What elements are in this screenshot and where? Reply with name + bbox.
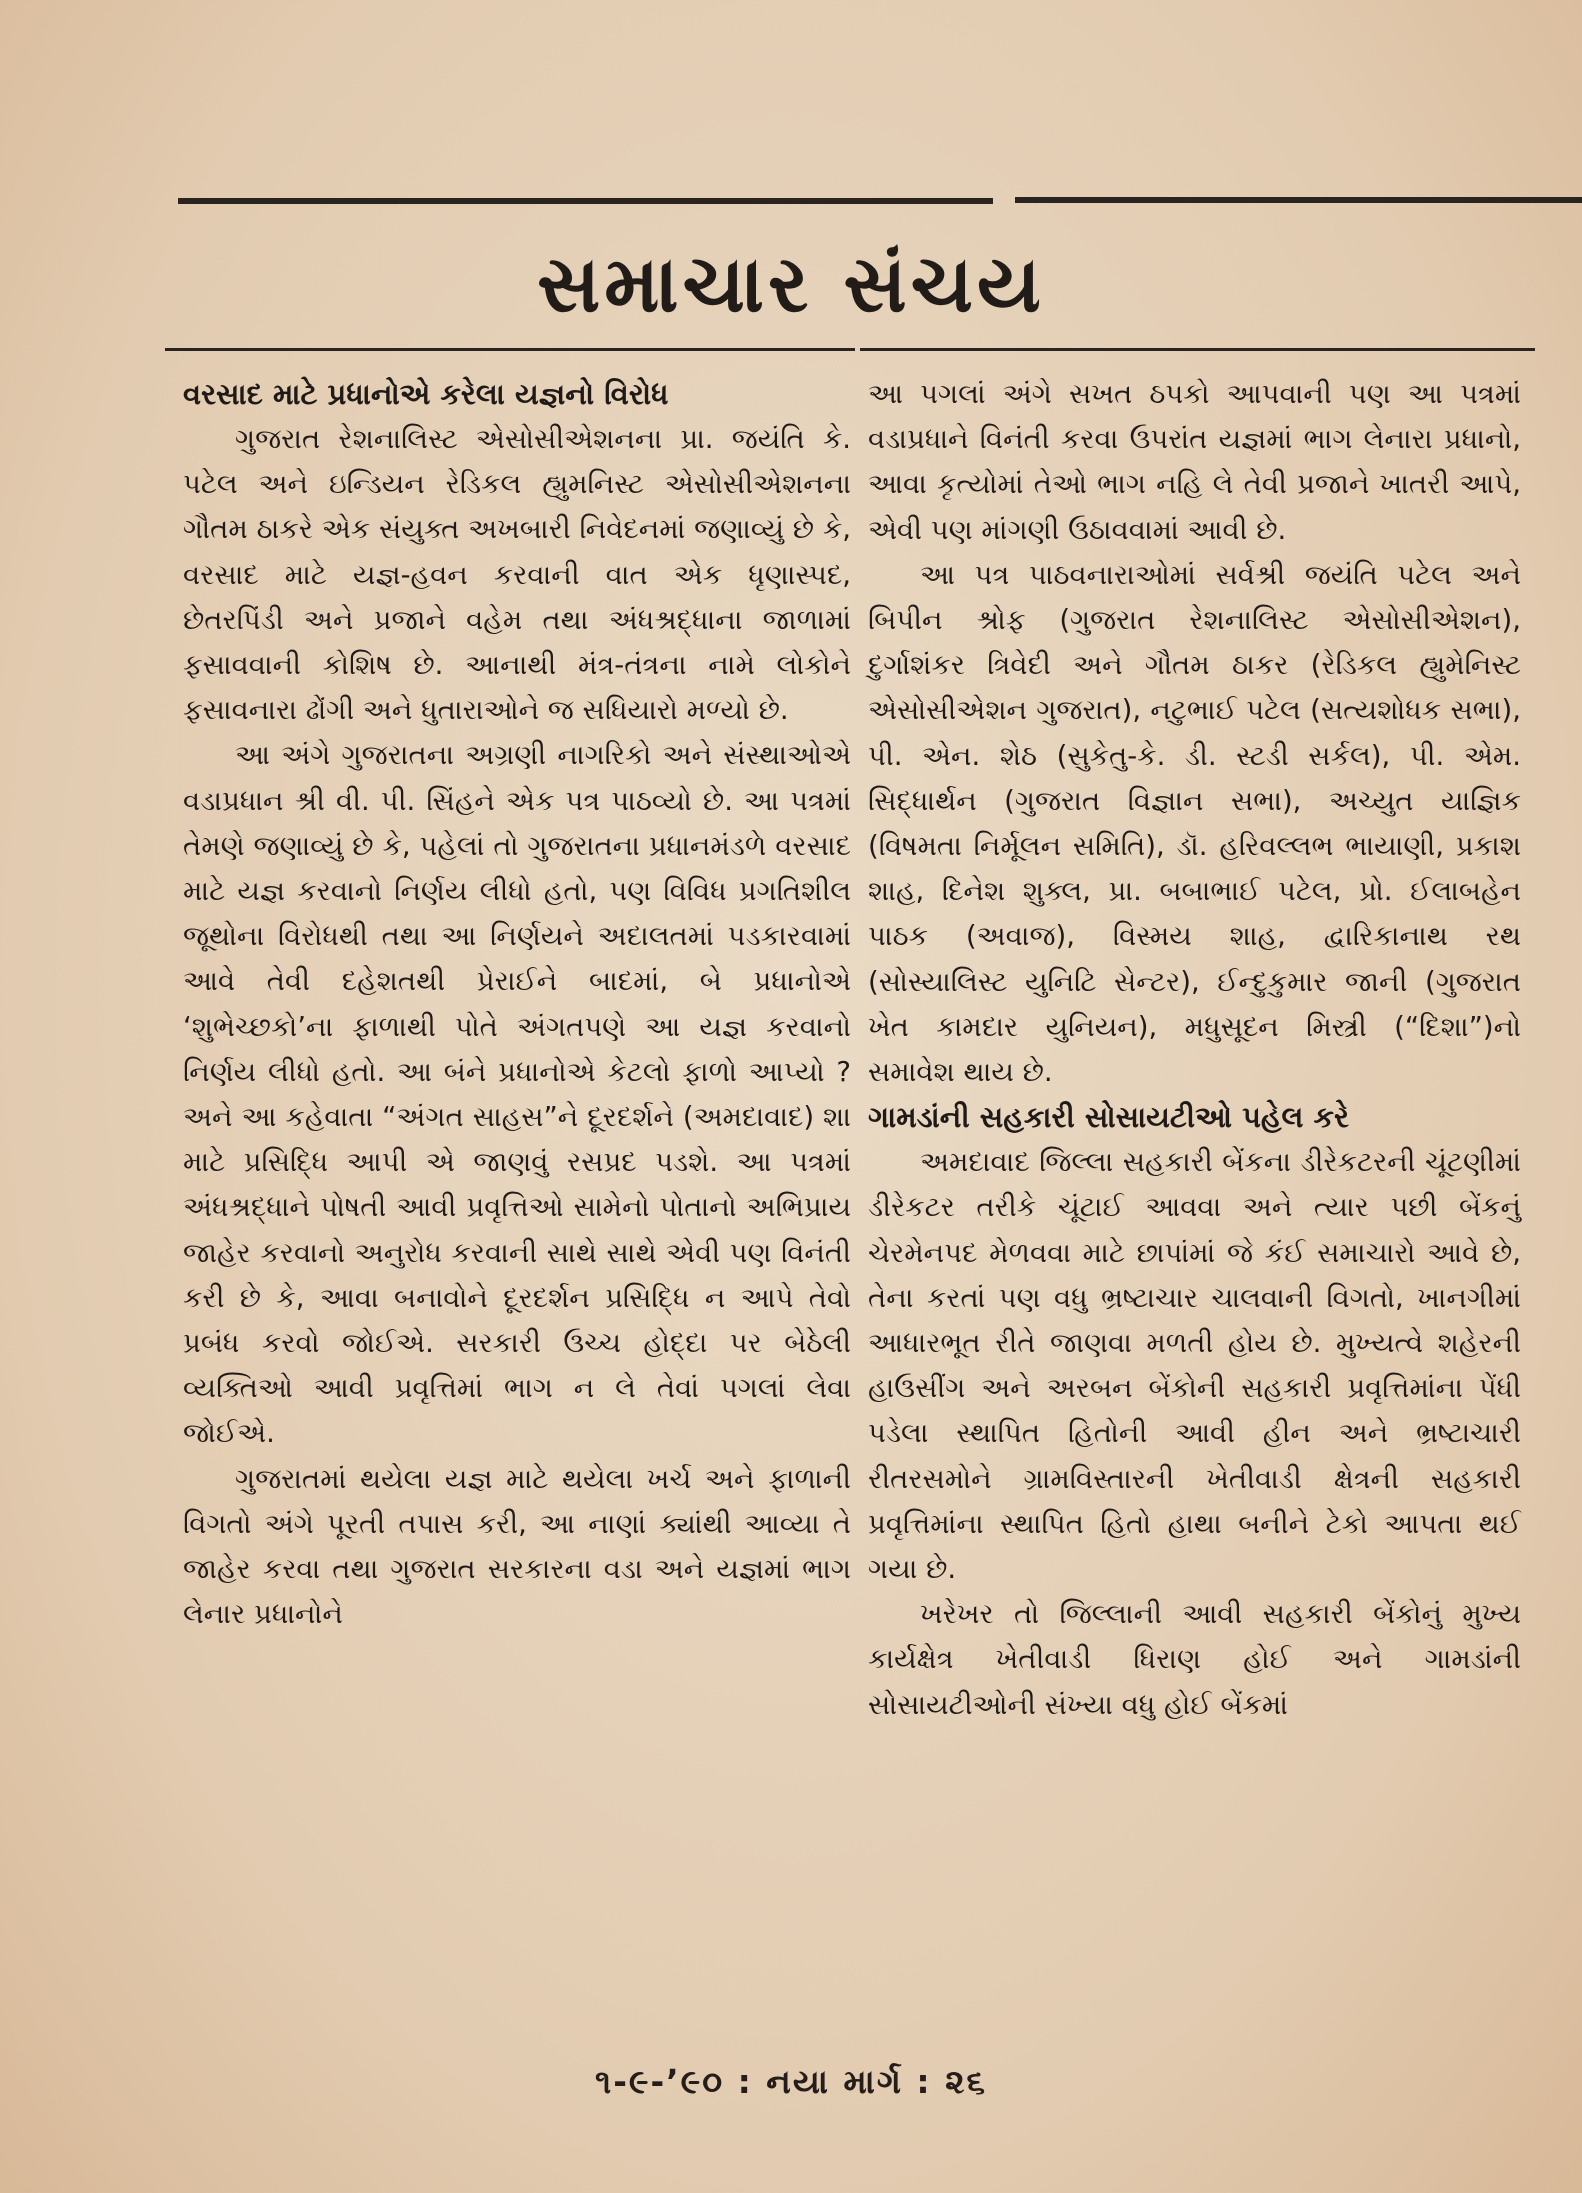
top-rule-right — [1015, 197, 1582, 203]
article-paragraph: આ પત્ર પાઠવનારાઓમાં સર્વશ્રી જયંતિ પટેલ અને બિપીન શ્રોફ (ગુજરાત રેશનાલિસ્ટ એસોસીએશન), દુર્ગાશંકર ત્રિવેદી અને ગૌતમ ઠાકર (રેડિકલ હ્યુમેનિસ્ટ એસોસીએશન ગુજરાત), નટુભાઈ પટેલ (સત્યશોધક સભા), પી. એન. શેઠ (સુકેતુ-કે. ડી. સ્ટડી સર્કલ), પી. એમ. સિદ્ધાર્થન (ગુજરાત વિજ્ઞાન સભા), અચ્યુત યાજ્ઞિક (વિષમતા નિર્મૂલન સમિતિ), ડૉ. હરિવલ્લભ ભાયાણી, પ્રકાશ શાહ, દિનેશ શુક્લ, પ્રા. બબાભાઈ પટેલ, પ્રો. ઈલાબહેન પાઠક (અવાજ), વિસ્મય શાહ, દ્વારિકાનાથ રથ (સોસ્યાલિસ્ટ યુનિટિ સેન્ટર), ઈન્દુકુમાર જાની (ગુજરાત ખેત કામદાર યુનિયન), મધુસૂદન મિસ્ત્રી (“દિશા”)નો સમાવેશ થાય છે. — [868, 558, 1521, 1089]
article-paragraph: અમદાવાદ જિલ્લા સહકારી બેંકના ડીરેકટરની ચૂંટણીમાં ડીરેકટર તરીકે ચૂંટાઈ આવવા અને ત્યાર પછી બેંકનું ચેરમેનપદ મેળવવા માટે છાપાંમાં જે કંઈ સમાચારો આવે છે, તેના કરતાં પણ વધુ ભ્રષ્ટાચાર ચાલવાની વિગતો, ખાનગીમાં આધારભૂત રીતે જાણવા મળતી હોય છે. મુખ્યત્વે શહેરની હાઉસીંગ અને અરબન બેંકોની સહકારી પ્રવૃત્તિમાંના પેંધી પડેલા સ્થાપિત હિતોની આવી હીન અને ભ્રષ્ટાચારી રીતરસમોને ગ્રામવિસ્તારની ખેતીવાડી ક્ષેત્રની સહકારી પ્રવૃત્તિમાંના સ્થાપિત હિતો હાથા બનીને ટેકો આપતા થઈ ગયા છે. — [868, 1146, 1521, 1586]
article-paragraph: આ પગલાં અંગે સખત ઠપકો આપવાની પણ આ પત્રમાં વડાપ્રધાને વિનંતી કરવા ઉપરાંત યજ્ઞમાં ભાગ લેનારા પ્રધાનો, આવા કૃત્યોમાં તેઓ ભાગ નહિ લે તેવી પ્રજાને ખાતરી આપે, એવી પણ માંગણી ઉઠાવવામાં આવી છે. — [868, 378, 1521, 546]
article-paragraph: ખરેખર તો જિલ્લાની આવી સહકારી બેંકોનું મુખ્ય કાર્યક્ષેત્ર ખેતીવાડી ધિરાણ હોઈ અને ગામડાંની સોસાયટીઓની સંખ્યા વધુ હોઈ બેંકમાં — [868, 1598, 1521, 1721]
title-rule-left — [165, 348, 855, 351]
article-paragraph: આ અંગે ગુજરાતના અગ્રણી નાગરિકો અને સંસ્થાઓએ વડાપ્રધાન શ્રી વી. પી. સિંહને એક પત્ર પાઠવ્યો છે. આ પત્રમાં તેમણે જણાવ્યું છે કે, પહેલાં તો ગુજરાતના પ્રધાનમંડળે વરસાદ માટે યજ્ઞ કરવાનો નિર્ણય લીધો હતો, પણ વિવિધ પ્રગતિશીલ જૂથોના વિરોધથી તથા આ નિર્ણયને અદાલતમાં પડકારવામાં આવે તેવી દહેશતથી પ્રેરાઈને બાદમાં, બે પ્રધાનોએ ‘શુભેચ્છકો’ના ફાળાથી પોતે અંગતપણે આ યજ્ઞ કરવાનો નિર્ણય લીધો હતો. આ બંને પ્રધાનોએ કેટલો ફાળો આપ્યો ? અને આ કહેવાતા “અંગત સાહસ”ને દૂરદર્શને (અમદાવાદ) શા માટે પ્રસિદ્ધિ આપી એ જાણવું રસપ્રદ પડશે. આ પત્રમાં અંધશ્રદ્ધાને પોષતી આવી પ્રવૃત્તિઓ સામેનો પોતાનો અભિપ્રાય જાહેર કરવાનો અનુરોધ કરવાની સાથે સાથે એવી પણ વિનંતી કરી છે કે, આવા બનાવોને દૂરદર્શન પ્રસિદ્ધિ ન આપે તેવો પ્રબંધ કરવો જોઈએ. સરકારી ઉચ્ચ હોદ્દા પર બેઠેલી વ્યક્તિઓ આવી પ્રવૃત્તિમાં ભાગ ન લે તેવાં પગલાં લેવા જોઈએ. — [183, 739, 851, 1450]
column-left — [183, 372, 851, 1637]
page-title: સમાચાર સંચય — [537, 240, 1045, 330]
article-heading: ગામડાંની સહકારી સોસાયટીઓ પહેલ કરે — [868, 1100, 1350, 1135]
article-paragraph: ગુજરાત રેશનાલિસ્ટ એસોસીએશનના પ્રા. જયંતિ કે. પટેલ અને ઇન્ડિયન રેડિકલ હ્યુમનિસ્ટ એસોસીએશનના ગૌતમ ઠાકરે એક સંયુક્ત અખબારી નિવેદનમાં જણાવ્યું છે કે, વરસાદ માટે યજ્ઞ-હવન કરવાની વાત એક ધૃણાસ્પદ, છેતરપિંડી અને પ્રજાને વહેમ તથા અંધશ્રદ્ધાના જાળામાં ફસાવવાની કોશિષ છે. આનાથી મંત્ર-તંત્રના નામે લોકોને ફસાવનારા ઢોંગી અને ધુતારાઓને જ સધિયારો મળ્યો છે. — [183, 423, 851, 727]
page-footer: ૧-૯-’૯૦ : નયા માર્ગ : ૨૬ — [595, 2062, 987, 2101]
top-rule-left — [178, 198, 993, 204]
article-paragraph: ગુજરાતમાં થયેલા યજ્ઞ માટે થયેલા ખર્ચ અને ફાળાની વિગતો અંગે પૂરતી તપાસ કરી, આ નાણાં ક્યાંથી આવ્યા તે જાહેર કરવા તથા ગુજરાત સરકારના વડા અને યજ્ઞમાં ભાગ લેનાર પ્રધાનોને — [183, 1462, 851, 1631]
article-heading: વરસાદ માટે પ્રધાનોએ કરેલા યજ્ઞનો વિરોધ — [183, 377, 669, 411]
column-right — [868, 372, 1521, 1728]
title-rule-right — [860, 348, 1535, 351]
